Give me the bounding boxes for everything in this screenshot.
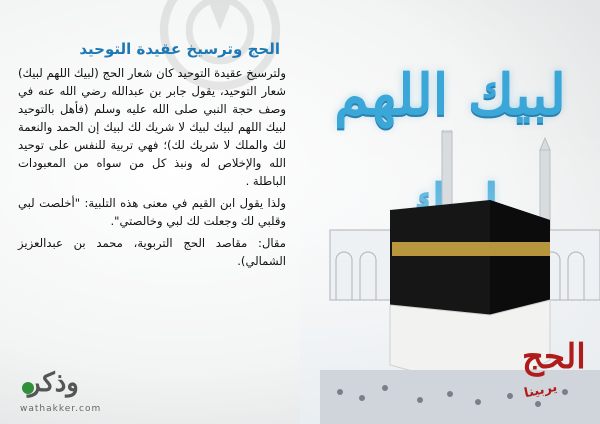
- paragraph: مقال: مقاصد الحج التربوية، محمد بن عبدالعزيز الشمالي).: [18, 236, 286, 268]
- labbaik-calligraphy: لبيك اللهم: [334, 62, 566, 128]
- logo-arabic-text: وذكر: [28, 368, 79, 398]
- paragraph: ولترسيخ عقيدة التوحيد كان شعار الحج (لبيك اللهم لبيك) شعار التوحيد، يقول جابر بن عبدالله رضي الله عنه في وصف حجة النبي صلى الله عليه وسلم (فأهل بالتوحيد لبيك اللهم لبيك لبيك لا شريك لك لبيك إن الحمد والنعمة لك والملك لا شريك لك)؛ فهي تربية للنفس على توحيد الله والإخلاص له ونبذ كل من سواه من المعبودات الباطلة .: [18, 66, 286, 188]
- wathakker-logo[interactable]: [20, 368, 110, 418]
- article-body: [18, 64, 286, 274]
- hajj-badge: [518, 335, 598, 424]
- paragraph: ولذا يقول ابن القيم في معنى هذه التلبية: "أخلصت لبي وقلبي لك وجعلت لك لبي وخالصتي".: [18, 196, 286, 228]
- badge-sub-text: يربينا: [522, 379, 559, 402]
- article-title: الحج وترسيخ عقيدة التوحيد: [79, 40, 280, 58]
- logo-url: wathakker.com: [20, 404, 102, 414]
- badge-main-text: الحج: [522, 337, 586, 377]
